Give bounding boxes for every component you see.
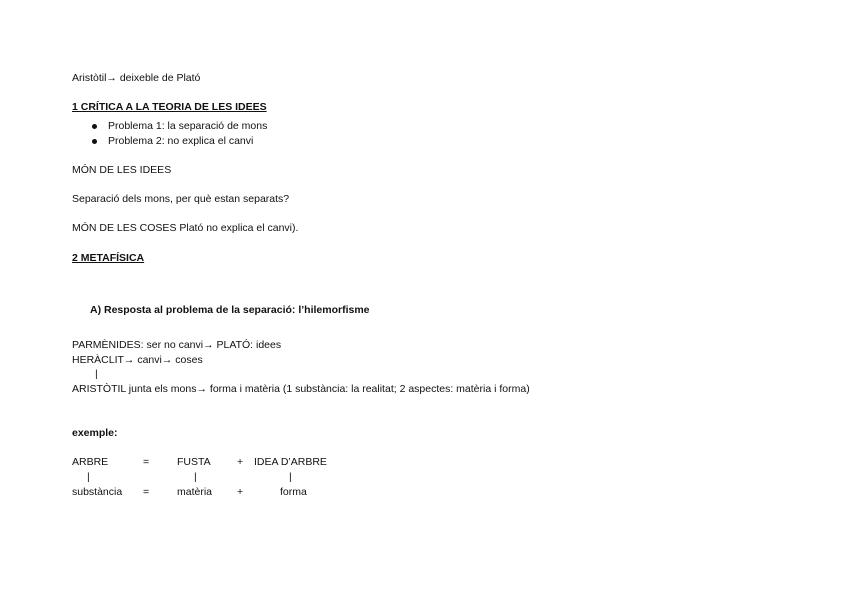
list-item: Problema 2: no explica el canvi: [108, 135, 254, 147]
example-cell: =: [143, 486, 150, 498]
section1-heading: 1 CRÍTICA A LA TEORIA DE LES IDEES: [72, 101, 267, 113]
list-item: Problema 1: la separació de mons: [108, 120, 268, 132]
connector-bar: |: [87, 471, 90, 483]
bullet-dot: [92, 139, 97, 144]
example-label: exemple:: [72, 427, 118, 439]
example-cell: matèria: [177, 486, 213, 498]
example-cell: =: [143, 456, 150, 468]
example-cell: IDEA D’ARBRE: [254, 456, 327, 468]
section2-subheading: A) Resposta al problema de la separació: l’hilemorfisme: [90, 304, 370, 316]
example-cell: FUSTA: [177, 456, 211, 468]
connector-bar: |: [289, 471, 292, 483]
intro-line: Aristòtil→ deixeble de Plató: [72, 72, 201, 84]
heraclit-line: HERÀCLIT→ canvi→ coses: [72, 354, 203, 366]
connector-bar: |: [194, 471, 197, 483]
example-cell: +: [237, 486, 244, 498]
example-cell: +: [237, 456, 244, 468]
example-cell: substància: [72, 486, 123, 498]
aristotil-line: ARISTÒTIL junta els mons→ forma i matèria (1 substància: la realitat; 2 aspectes: matèria i forma): [72, 383, 530, 395]
connector-bar: |: [95, 368, 98, 380]
mon-idees-text: MÓN DE LES IDEES: [72, 164, 172, 176]
example-cell: forma: [280, 486, 307, 498]
separacio-text: Separació dels mons, per què estan separats?: [72, 193, 290, 205]
mon-coses-text: MÓN DE LES COSES Plató no explica el canvi).: [72, 222, 299, 234]
parmenides-line: PARMÈNIDES: ser no canvi→ PLATÓ: idees: [72, 339, 282, 351]
example-cell: ARBRE: [72, 456, 109, 468]
bullet-dot: [92, 124, 97, 129]
section2-heading: 2 METAFÍSICA: [72, 252, 145, 264]
